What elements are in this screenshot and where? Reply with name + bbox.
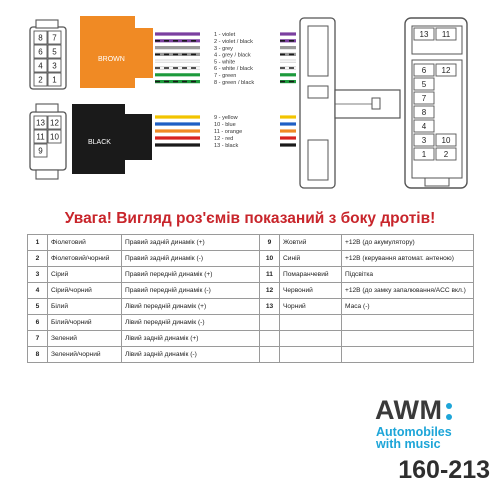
logo-tagline-line-2: with music xyxy=(376,437,441,451)
connector-a-face xyxy=(30,20,66,89)
function-cell: +12В (до замку запалювання/ACC вкл.) xyxy=(342,283,474,299)
wire-label: 7 - green xyxy=(214,73,237,79)
logo-tagline-line-1: Automobiles xyxy=(376,425,452,439)
pin-cell xyxy=(48,116,61,129)
wire-color-cell xyxy=(280,347,342,363)
function-cell: Лівий задній динамік (-) xyxy=(122,347,260,363)
pin-number: 2 xyxy=(443,149,449,159)
pin-number: 3 xyxy=(421,135,427,145)
wire-bundle xyxy=(155,32,296,149)
wire-color-cell: Сірий/чорний xyxy=(48,283,122,299)
pin-number: 3 xyxy=(52,61,57,71)
pin-number: 9 xyxy=(38,146,43,156)
model-number: 160-213 xyxy=(398,456,490,484)
wire xyxy=(155,115,296,121)
function-cell: Лівий передній динамік (+) xyxy=(122,299,260,315)
wire-label: 13 - black xyxy=(214,143,239,150)
wire-label: 10 - blue xyxy=(214,122,236,129)
wire-color-cell xyxy=(280,331,342,347)
wire-label: 9 - yellow xyxy=(214,115,238,122)
pin-number: 1 xyxy=(421,149,427,159)
pin-number: 4 xyxy=(421,121,427,131)
pinout-table xyxy=(27,234,474,363)
wire-color-cell: Білий xyxy=(48,299,122,315)
wire-label: 2 - violet / black xyxy=(214,39,253,45)
pin-number: 1 xyxy=(52,75,57,85)
pin-number-cell: 12 xyxy=(260,283,280,299)
pin-number: 8 xyxy=(38,33,43,43)
pin-number: 4 xyxy=(38,61,43,71)
pin-cell xyxy=(34,31,47,44)
function-cell: +12В (керування автомат. антеною) xyxy=(342,251,474,267)
pin-number: 6 xyxy=(38,47,43,57)
wire-color-cell: Фіолетовий/чорний xyxy=(48,251,122,267)
black-plug xyxy=(72,104,152,174)
pin-cell xyxy=(48,45,61,58)
table-row xyxy=(28,315,474,331)
wire-color-cell: Помаранчевий xyxy=(280,267,342,283)
pin-number: 5 xyxy=(421,79,427,89)
pin-number: 6 xyxy=(421,65,427,75)
wire xyxy=(155,39,296,45)
pin-cell xyxy=(436,148,456,160)
pin-cell xyxy=(414,134,434,146)
pin-cell xyxy=(414,92,434,104)
wire-label: 5 - white xyxy=(214,59,236,66)
pin-number: 13 xyxy=(419,29,429,39)
pin-number: 8 xyxy=(421,107,427,117)
wire-color-cell xyxy=(280,315,342,331)
pin-number-cell: 5 xyxy=(28,299,48,315)
pin-cell xyxy=(34,130,47,143)
pin-number-cell: 1 xyxy=(28,235,48,251)
wire xyxy=(155,143,296,149)
wire xyxy=(155,122,296,128)
table-row xyxy=(28,235,474,251)
wire-color-cell: Жовтий xyxy=(280,235,342,251)
head-unit-connector xyxy=(300,18,467,188)
wire-label: 1 - violet xyxy=(214,32,236,39)
pin-cell xyxy=(34,73,47,86)
awm-logo: AWM xyxy=(375,395,443,425)
wiring-diagram xyxy=(0,0,500,205)
wire xyxy=(155,59,296,65)
logo-tagline xyxy=(376,426,486,450)
wire-label: 6 - white / black xyxy=(214,66,253,73)
pin-cell xyxy=(414,148,434,160)
table-row xyxy=(28,299,474,315)
function-cell xyxy=(342,315,474,331)
function-cell xyxy=(342,331,474,347)
pin-number-cell xyxy=(260,347,280,363)
function-cell: Правий передній динамік (-) xyxy=(122,283,260,299)
wire-label: 12 - red xyxy=(214,136,234,143)
function-cell: Лівий передній динамік (-) xyxy=(122,315,260,331)
wire-label: 4 - grey / black xyxy=(214,52,251,59)
wire-color-cell: Фіолетовий xyxy=(48,235,122,251)
brown-plug xyxy=(80,16,153,88)
function-cell: Правий задній динамік (+) xyxy=(122,235,260,251)
pin-cell xyxy=(48,130,61,143)
function-cell: Лівий задній динамік (+) xyxy=(122,331,260,347)
wire xyxy=(155,73,296,79)
wire-color-cell: Чорний xyxy=(280,299,342,315)
wire-label: 11 - orange xyxy=(214,129,243,136)
wire-label: 3 - grey xyxy=(214,45,233,52)
pin-number: 7 xyxy=(52,33,57,43)
logo-dots-icon xyxy=(446,403,453,425)
pin-number-cell: 11 xyxy=(260,267,280,283)
function-cell: Правий задній динамік (-) xyxy=(122,251,260,267)
wire xyxy=(155,53,296,59)
function-cell xyxy=(342,347,474,363)
wire-color-cell: Червоний xyxy=(280,283,342,299)
table-row xyxy=(28,283,474,299)
wire xyxy=(155,80,296,86)
pin-cell xyxy=(414,106,434,118)
wire xyxy=(155,66,296,72)
pin-number: 13 xyxy=(36,118,45,128)
wire xyxy=(155,136,296,142)
pin-cell xyxy=(436,134,456,146)
pin-cell xyxy=(34,59,47,72)
pin-number-cell: 3 xyxy=(28,267,48,283)
pin-number: 5 xyxy=(52,47,57,57)
pin-number: 12 xyxy=(50,118,59,128)
black-plug-label: BLACK xyxy=(88,139,111,146)
table-row xyxy=(28,331,474,347)
pin-number-cell: 7 xyxy=(28,331,48,347)
wire-color-cell: Білий/чорний xyxy=(48,315,122,331)
function-cell: Маса (-) xyxy=(342,299,474,315)
connector-b-face xyxy=(30,104,66,179)
wire xyxy=(155,129,296,135)
table-row xyxy=(28,267,474,283)
pin-number: 12 xyxy=(441,65,451,75)
pin-cell xyxy=(414,28,434,40)
pin-number-cell: 10 xyxy=(260,251,280,267)
pin-number: 11 xyxy=(441,29,451,39)
pin-number: 2 xyxy=(38,75,43,85)
table-row xyxy=(28,347,474,363)
wire xyxy=(155,46,296,52)
pin-number-cell: 8 xyxy=(28,347,48,363)
pin-number-cell: 9 xyxy=(260,235,280,251)
pin-number-cell: 4 xyxy=(28,283,48,299)
wire-label: 8 - green / black xyxy=(214,79,255,86)
pin-cell xyxy=(34,45,47,58)
wire-color-cell: Зелений/чорний xyxy=(48,347,122,363)
pin-cell xyxy=(436,28,456,40)
table-row xyxy=(28,251,474,267)
wire-color-cell: Зелений xyxy=(48,331,122,347)
pin-cell xyxy=(414,120,434,132)
wire-color-cell: Синій xyxy=(280,251,342,267)
pin-number: 11 xyxy=(36,132,45,142)
pin-number-cell: 6 xyxy=(28,315,48,331)
warning-text: Увага! Вигляд роз'ємів показаний з боку дротів! xyxy=(64,210,436,227)
pin-cell xyxy=(414,78,434,90)
pin-number-cell xyxy=(260,315,280,331)
wire xyxy=(155,32,296,38)
pin-number-cell: 13 xyxy=(260,299,280,315)
function-cell: Підсвітка xyxy=(342,267,474,283)
pin-cell xyxy=(34,144,47,157)
function-cell: +12В (до акумулятору) xyxy=(342,235,474,251)
pin-number: 10 xyxy=(441,135,451,145)
pin-number: 10 xyxy=(50,132,59,142)
pin-cell xyxy=(48,59,61,72)
function-cell: Правий передній динамік (+) xyxy=(122,267,260,283)
pin-number-cell: 2 xyxy=(28,251,48,267)
pin-cell xyxy=(48,31,61,44)
pin-cell xyxy=(414,64,434,76)
pin-cell xyxy=(48,73,61,86)
wire-color-cell: Сірий xyxy=(48,267,122,283)
pin-number-cell xyxy=(260,331,280,347)
pin-cell xyxy=(34,116,47,129)
brown-plug-label: BROWN xyxy=(98,56,125,63)
pin-number: 7 xyxy=(421,93,427,103)
pin-cell xyxy=(436,64,456,76)
